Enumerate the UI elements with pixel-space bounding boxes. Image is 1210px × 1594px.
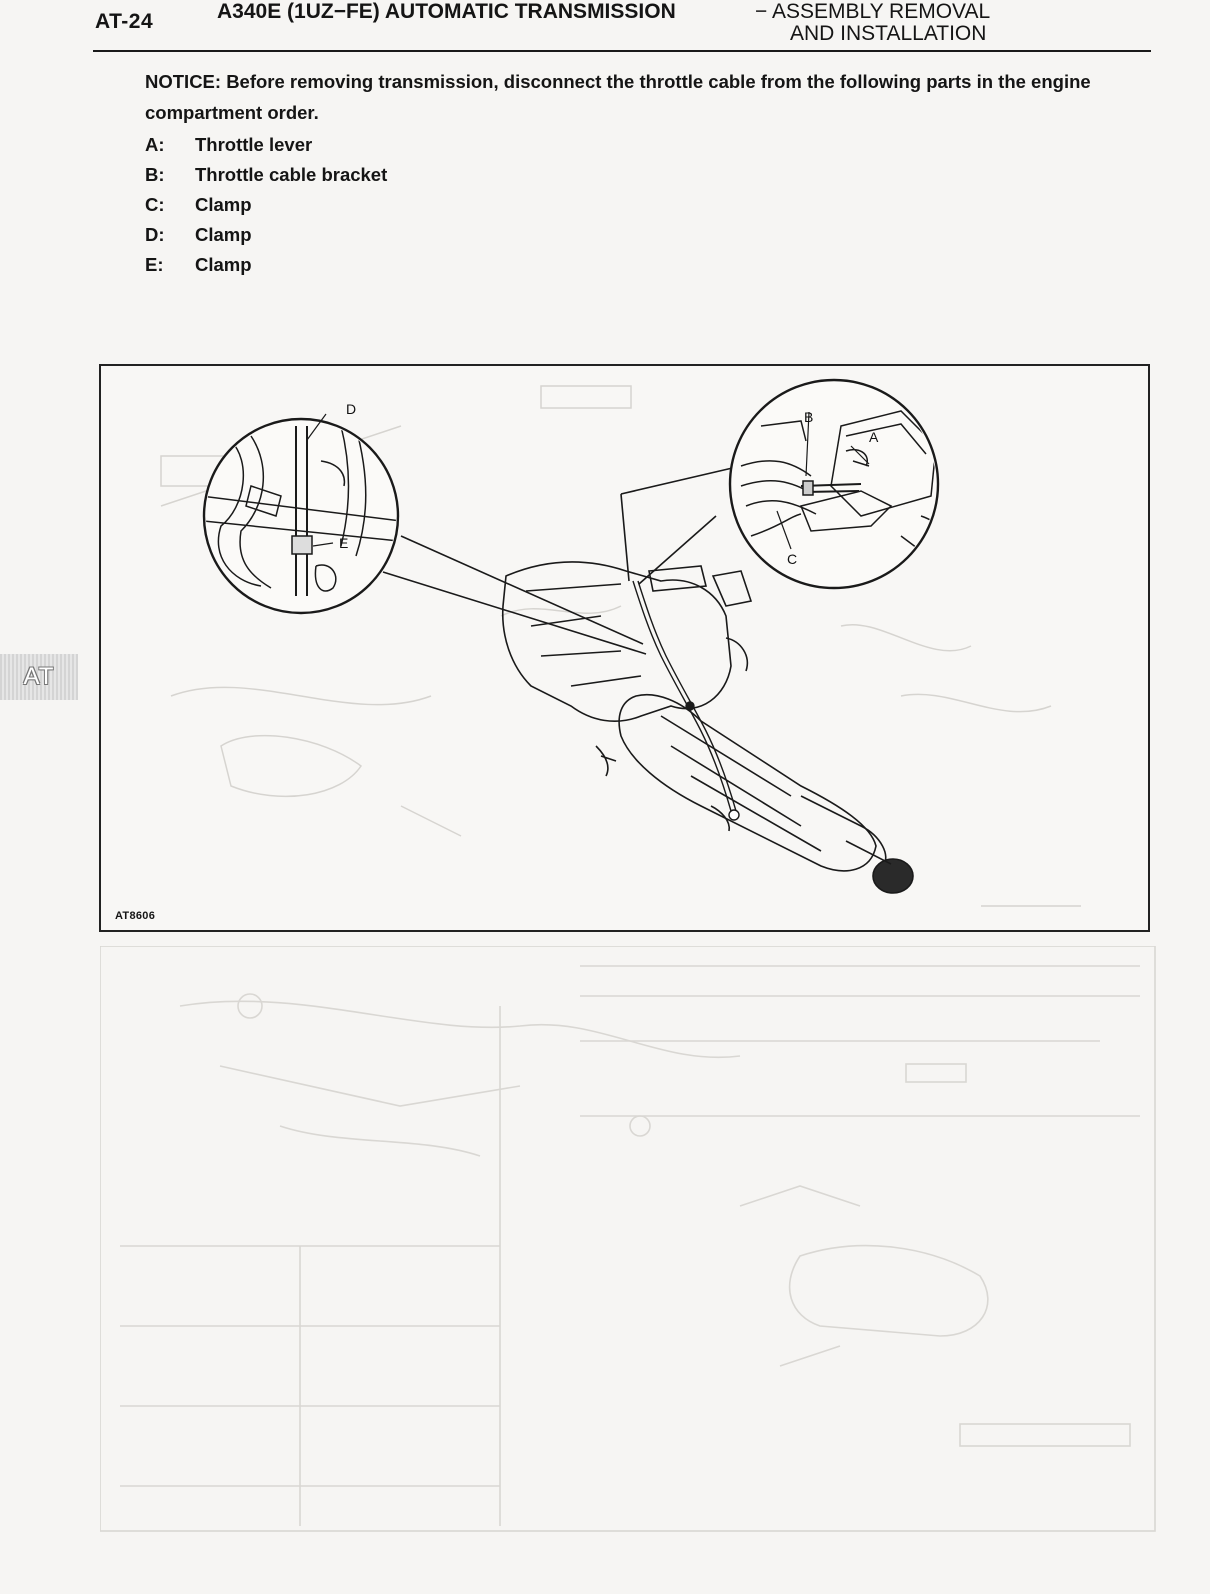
parts-list-item	[145, 160, 387, 190]
part-key: D:	[145, 224, 165, 245]
page-number: AT-24	[95, 10, 154, 33]
callout-e: E	[339, 535, 349, 551]
callout-b: B	[804, 409, 814, 425]
part-label: Clamp	[195, 224, 252, 245]
section-subtitle-line2: AND INSTALLATION	[790, 22, 987, 45]
callout-c: C	[787, 551, 798, 567]
part-key: B:	[145, 164, 165, 185]
bleed-through-reverse-page	[100, 946, 1162, 1536]
figure-code: AT8606	[115, 910, 156, 922]
transmission-illustration	[99, 364, 1150, 932]
part-key: E:	[145, 254, 164, 275]
part-label: Throttle lever	[195, 134, 313, 155]
callout-d: D	[346, 401, 357, 417]
part-label: Throttle cable bracket	[195, 164, 388, 185]
throttle-cable	[633, 581, 739, 820]
part-key: C:	[145, 194, 165, 215]
page-header	[95, 0, 1155, 48]
detail-circle-right	[730, 380, 953, 588]
parts-list-item	[145, 220, 387, 250]
parts-list-item	[145, 250, 387, 280]
parts-list-item	[145, 130, 387, 160]
detail-circle-left	[201, 401, 401, 613]
parts-list-item	[145, 190, 387, 220]
zoom-leader-lines	[383, 466, 741, 654]
part-key: A:	[145, 134, 165, 155]
notice-text: NOTICE: Before removing transmission, disconnect the throttle cable from the following parts in the engine compartment order.	[145, 71, 1091, 123]
parts-list	[145, 130, 387, 280]
section-tab-label: AT	[23, 663, 55, 690]
part-label: Clamp	[195, 194, 252, 215]
illustration-drawing	[101, 366, 1148, 930]
part-label: Clamp	[195, 254, 252, 275]
callout-a: A	[869, 429, 879, 445]
section-title: A340E (1UZ−FE) AUTOMATIC TRANSMISSION	[217, 0, 676, 23]
section-subtitle-line1: − ASSEMBLY REMOVAL	[755, 0, 991, 23]
section-tab	[0, 654, 78, 700]
header-rule	[93, 50, 1151, 52]
